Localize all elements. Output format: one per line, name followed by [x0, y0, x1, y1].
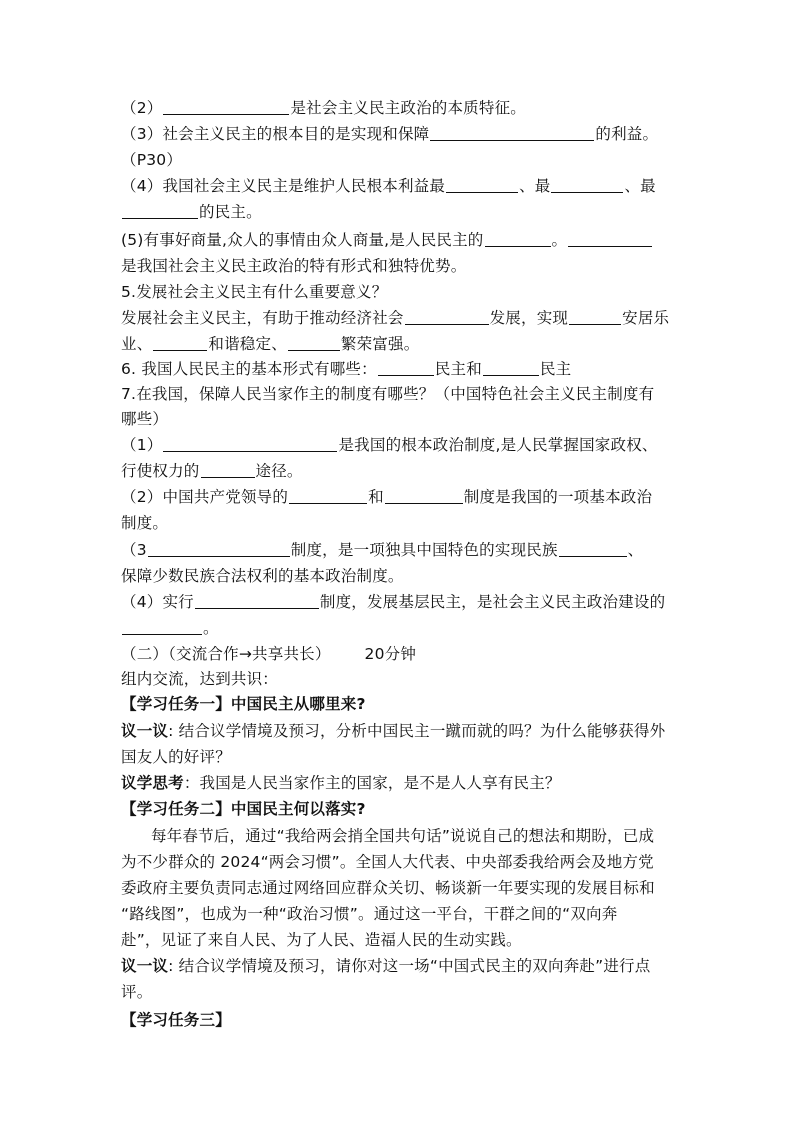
- text-line: 国友人的好评？: [121, 748, 231, 766]
- fill-blank[interactable]: [153, 334, 207, 351]
- section-heading: （二）（交流合作→共享共长） 20分钟: [121, 645, 417, 663]
- task-heading: 【学习任务一】中国民主从哪里来?: [121, 695, 366, 713]
- paragraph-line: 为不少群众的 2024“两会习惯”。全国人大代表、中央部委我给两会及地方党: [121, 853, 654, 871]
- text-line: （3）社会主义民主的根本目的是实现和保障 的利益。: [121, 125, 659, 143]
- text-line: (5)有事好商量,众人的事情由众人商量,是人民民主的 。: [121, 227, 681, 253]
- fill-blank[interactable]: [289, 487, 367, 504]
- text-line: 的民主。: [121, 199, 681, 225]
- text-line: （1） 是我国的根本政治制度,是人民掌握国家政权、: [121, 436, 658, 454]
- text-line: 议一议: 结合议学情境及预习，分析中国民主一蹴而就的吗？为什么能够获得外: [121, 722, 666, 740]
- text-line: 6. 我国人民民主的基本形式有哪些： 民主和 民主: [121, 360, 572, 378]
- fill-blank[interactable]: [122, 202, 198, 219]
- text-line: （4）我国社会主义民主是维护人民根本利益最 、最 、最: [121, 177, 656, 195]
- text-line: 哪些）: [121, 410, 169, 428]
- paragraph-line: 委政府主要负责同志通过网络回应群众关切、畅谈新一年要实现的发展目标和: [121, 879, 655, 897]
- fill-blank[interactable]: [385, 487, 463, 504]
- text-line: （P30）: [121, 151, 183, 169]
- fill-blank[interactable]: [551, 176, 623, 193]
- text-line: 保障少数民族合法权利的基本政治制度。: [121, 567, 404, 585]
- fill-blank[interactable]: [378, 359, 434, 376]
- fill-blank[interactable]: [163, 435, 337, 452]
- text-line: 5.发展社会主义民主有什么重要意义？: [121, 283, 388, 301]
- fill-blank[interactable]: [122, 618, 202, 635]
- task-heading: 【学习任务二】中国民主何以落实?: [121, 800, 366, 818]
- text-line: （3 制度，是一项独具中国特色的实现民族 、: [121, 541, 644, 559]
- fill-blank[interactable]: [288, 334, 340, 351]
- text-line: 。: [121, 615, 681, 641]
- text-line: （2） 是社会主义民主政治的本质特征。: [121, 99, 526, 117]
- fill-blank[interactable]: [568, 230, 652, 247]
- fill-blank[interactable]: [483, 359, 539, 376]
- fill-blank[interactable]: [559, 540, 627, 557]
- task-heading: 【学习任务三】: [121, 1011, 231, 1029]
- text-line: 7.在我国，保障人民当家作主的制度有哪些？（中国特色社会主义民主制度有: [121, 385, 655, 403]
- fill-blank[interactable]: [446, 176, 518, 193]
- text-line: 业、 和谐稳定、 繁荣富强。: [121, 335, 420, 353]
- fill-blank[interactable]: [569, 308, 621, 325]
- paragraph-line: 赴”，见证了来自人民、为了人民、造福人民的生动实践。: [121, 931, 522, 949]
- paragraph-line: 每年春节后，通过“我给两会捎全国共句话”说说自己的想法和期盼，已成: [151, 827, 655, 845]
- fill-blank[interactable]: [485, 230, 551, 247]
- fill-blank[interactable]: [195, 592, 319, 609]
- text-line: 发展社会主义民主，有助于推动经济社会 发展，实现 安居乐: [121, 309, 670, 327]
- text-line: 议一议: 结合议学情境及预习，请你对这一场“中国式民主的双向奔赴”进行点: [121, 957, 651, 975]
- text-line: （4）实行 制度，发展基层民主，是社会主义民主政治建设的: [121, 593, 666, 611]
- fill-blank[interactable]: [430, 124, 594, 141]
- text-line: （2）中国共产党领导的 和 制度是我国的一项基本政治: [121, 488, 653, 506]
- fill-blank[interactable]: [163, 98, 289, 115]
- fill-blank[interactable]: [148, 540, 290, 557]
- text-line: 议学思考：我国是人民当家作主的国家，是不是人人享有民主？: [121, 774, 561, 792]
- fill-blank[interactable]: [405, 308, 489, 325]
- text-line: 制度。: [121, 514, 169, 532]
- text-line: 评。: [121, 983, 153, 1001]
- paragraph-line: “路线图”，也成为一种“政治习惯”。通过这一平台，干群之间的“双向奔: [121, 905, 618, 923]
- text-line: 组内交流，达到共识：: [121, 670, 279, 688]
- fill-blank[interactable]: [201, 461, 255, 478]
- text-line: 行使权力的 途径。: [121, 462, 303, 480]
- text-line: 是我国社会主义民主政治的特有形式和独特优势。: [121, 257, 467, 275]
